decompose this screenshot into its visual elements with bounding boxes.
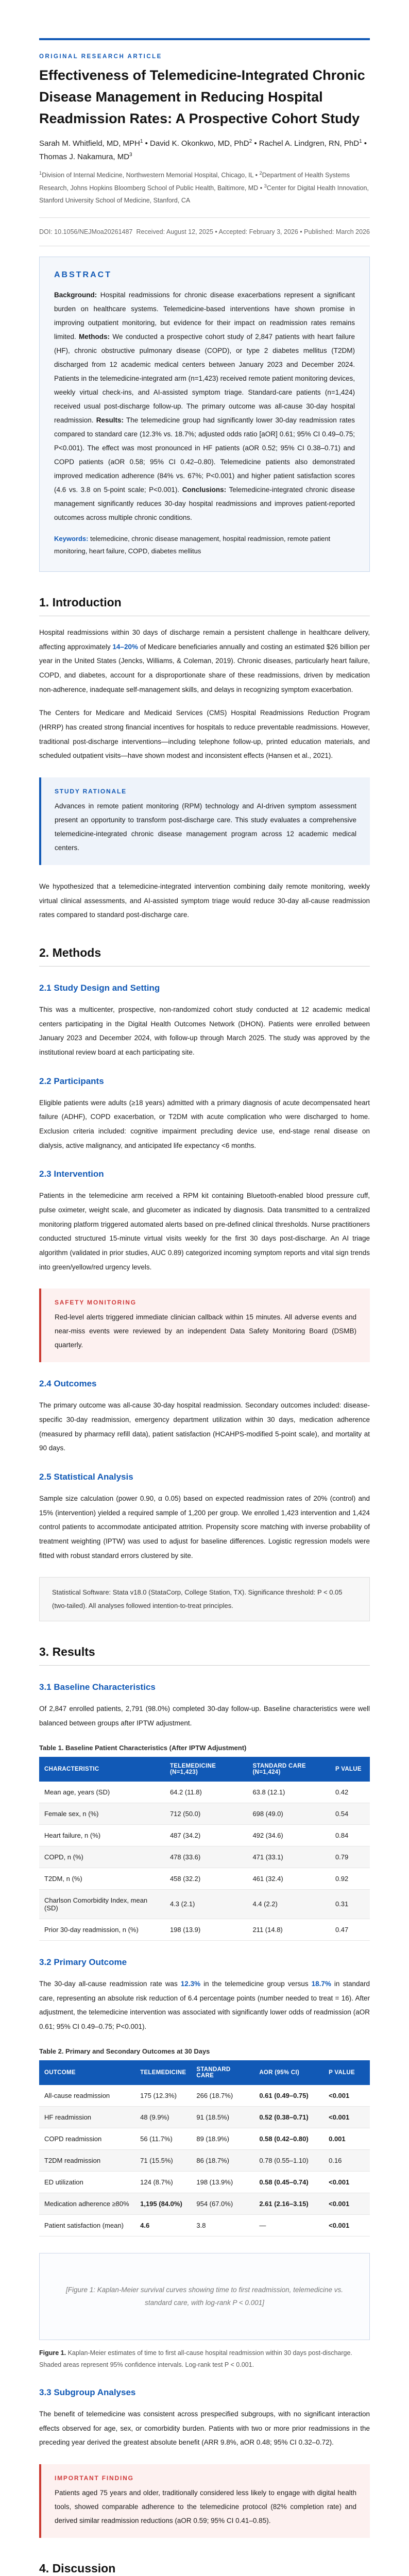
affiliation-text: Division of Internal Medicine, Northwestern Memorial Hospital, Chicago, IL <box>42 172 254 179</box>
affiliation-number: 1 <box>39 171 42 177</box>
top-accent-bar <box>39 38 370 40</box>
table-cell: 478 (33.6) <box>165 1846 248 1868</box>
column-header: P VALUE <box>330 1757 370 1782</box>
table-cell: 954 (67.0%) <box>191 2193 254 2214</box>
author-name: Sarah M. Whitfield, MD, MPH <box>39 139 140 148</box>
study-rationale-callout <box>39 777 370 865</box>
column-header: OUTCOME <box>39 2060 135 2085</box>
table-cell: 0.54 <box>330 1803 370 1824</box>
subgroup-analyses-paragraph: The benefit of telemedicine was consistent across prespecified subgroups, with no significant interaction effects observed for age, sex, or comorbidity burden. Patients with two or more prior readmissions in the preceding year derived the greatest absolute benefit (ARR 9.8%, aOR 0.48; 95% CI 0.32–0.72). <box>39 2410 370 2447</box>
table-cell: All-cause readmission <box>39 2085 135 2107</box>
table-cell: ED utilization <box>39 2171 135 2193</box>
intro-p1-text: Hospital readmissions within 30 days of discharge remain a persistent challenge in healthcare delivery, affecting approximately <box>39 628 370 651</box>
safety-monitoring-callout <box>39 1289 370 1362</box>
table-row <box>39 2214 370 2236</box>
table2-caption: Table 2. Primary and Secondary Outcomes at 30 Days <box>39 2047 210 2055</box>
table-cell: 0.92 <box>330 1868 370 1889</box>
subsection-heading-participants: 2.2 Participants <box>39 1076 104 1086</box>
table-row <box>39 2149 370 2171</box>
table-cell: Charlson Comorbidity Index, mean (SD) <box>39 1889 165 1919</box>
table-header-row <box>39 1757 370 1782</box>
figure1-caption <box>39 2347 370 2371</box>
statistical-software-note: Statistical Software: Stata v18.0 (StataCorp, College Station, TX). Significance threshold: P < 0.05 (two-tailed). All analyses followed intention-to-treat principles. <box>39 1577 370 1621</box>
column-header: CHARACTERISTIC <box>39 1757 165 1782</box>
keywords-label: Keywords: <box>54 534 89 543</box>
abstract-methods-label: Methods: <box>79 332 110 341</box>
abstract-results-label: Results: <box>96 416 124 424</box>
affiliation-text: Center for Digital Health Innovation, Stanford University School of Medicine, Stanford, CA <box>39 184 369 204</box>
subsection-heading-outcomes: 2.4 Outcomes <box>39 1379 97 1389</box>
standard-care-rate-statistic: 18.7% <box>311 1979 331 1988</box>
intro-paragraph-1 <box>39 625 370 697</box>
abstract-body <box>54 288 355 524</box>
abstract-heading: ABSTRACT <box>54 270 112 279</box>
primary-outcome-text: in standard care, representing an absolute risk reduction of 6.4 percentage points (number needed to treat = 16). After adjustment, the telemedicine intervention was associated with significantly lower odds of readmission (aOR 0.61; 95% CI 0.49–0.75; P<0.001). <box>39 1979 370 2030</box>
outcomes-table <box>39 2060 370 2236</box>
table-cell-pvalue: <0.001 <box>323 2085 370 2107</box>
subsection-heading-study-design: 2.1 Study Design and Setting <box>39 983 160 993</box>
table-cell: Prior 30-day readmission, n (%) <box>39 1919 165 1940</box>
table-row <box>39 1782 370 1803</box>
table-cell-aor: 2.61 (2.16–3.15) <box>254 2193 323 2214</box>
table-cell: 63.8 (12.1) <box>247 1782 330 1803</box>
author-name: Thomas J. Nakamura, MD <box>39 152 130 161</box>
table-cell: 0.42 <box>330 1782 370 1803</box>
outcomes-paragraph: The primary outcome was all-cause 30-day hospital readmission. Secondary outcomes included: disease-specific 30-day readmission, emergency department utilization within 30 days, medication adherence (measured by pharmacy refill data), patient satisfaction (HCAHPS-modified 5-point scale), and mortality at 90 days. <box>39 1401 370 1452</box>
table-cell: 124 (8.7%) <box>135 2171 191 2193</box>
safety-monitoring-text: Red-level alerts triggered immediate clinician callback within 15 minutes. All adverse events and near-miss events were reviewed by an independent Data Safety Monitoring Board (DSMB) quarterly. <box>55 1313 356 1349</box>
table-row <box>39 1846 370 1868</box>
table-cell: COPD, n (%) <box>39 1846 165 1868</box>
intro-p1-statistic: 14–20% <box>112 642 138 651</box>
table-row <box>39 1919 370 1940</box>
primary-outcome-text: in the telemedicine group versus <box>200 1979 312 1988</box>
table-cell-pvalue: 0.16 <box>323 2149 370 2171</box>
abstract-conclusions-text: Telemedicine-integrated chronic disease management significantly reduces 30-day hospital readmissions and improves patient-reported outcomes across multiple chronic conditions. <box>54 485 355 521</box>
table-header-row <box>39 2060 370 2085</box>
table-cell: 458 (32.2) <box>165 1868 248 1889</box>
affiliation-text: Department of Health Systems Research, Johns Hopkins Bloomberg School of Public Health, Baltimore, MD <box>39 172 350 192</box>
primary-outcome-paragraph <box>39 1977 370 2034</box>
affiliation-number: 3 <box>264 183 267 189</box>
author-affiliation-number: 2 <box>249 138 252 144</box>
author-affiliation-number: 1 <box>140 138 143 144</box>
important-finding-text: Patients aged 75 years and older, traditionally considered less likely to engage with digital health tools, showed comparable adherence to the telemedicine protocol (82% completion rate) and derived similar readmission reductions (aOR 0.59; 95% CI 0.41–0.85). <box>55 2489 356 2525</box>
abstract-conclusions-label: Conclusions: <box>182 485 227 494</box>
table-cell: 4.4 (2.2) <box>247 1889 330 1919</box>
table-row <box>39 1868 370 1889</box>
table-row <box>39 2128 370 2149</box>
subsection-heading-intervention: 2.3 Intervention <box>39 1169 104 1179</box>
dates-text: Received: August 12, 2025 • Accepted: February 3, 2026 • Published: March 2026 <box>136 228 370 235</box>
abstract-box <box>39 257 370 572</box>
important-finding-label: IMPORTANT FINDING <box>55 2475 134 2482</box>
affiliation-line <box>39 169 370 207</box>
table-cell: T2DM readmission <box>39 2149 135 2171</box>
table-row <box>39 2085 370 2107</box>
table-cell: 712 (50.0) <box>165 1803 248 1824</box>
doi-text: DOI: 10.1056/NEJMoa20261487 <box>39 228 133 235</box>
important-finding-callout <box>39 2464 370 2538</box>
column-header: TELEMEDICINE <box>135 2060 191 2085</box>
table-row <box>39 2171 370 2193</box>
column-header: P VALUE <box>323 2060 370 2085</box>
table-cell: 211 (14.8) <box>247 1919 330 1940</box>
telemedicine-rate-statistic: 12.3% <box>180 1979 201 1988</box>
table-row <box>39 1824 370 1846</box>
intro-p1-text: of Medicare beneficiaries annually and costing an estimated $26 billion per year in the United States (Jencks, Williams, & Coleman, 2019). Chronic diseases, particularly heart failure, COPD, and diabetes, account for a disproportionate share of these readmissions, driven by medication non-adherence, inadequate self-management skills, and delays in recognizing symptom exacerbation. <box>39 642 370 693</box>
table-cell: 0.84 <box>330 1824 370 1846</box>
table-cell: 0.79 <box>330 1846 370 1868</box>
table-cell-aor: 0.52 (0.38–0.71) <box>254 2106 323 2128</box>
study-design-paragraph: This was a multicenter, prospective, non-randomized cohort study conducted at 12 academic medical centers participating in the Digital Health Outcomes Network (DHON). Patients were enrolled between January 2023 and December 2024, with follow-up through March 2025. The study was approved by the institutional review board at each participating site. <box>39 1006 370 1057</box>
primary-outcome-text: The 30-day all-cause readmission rate was <box>39 1979 181 1988</box>
table-cell: Mean age, years (SD) <box>39 1782 165 1803</box>
table-cell: 86 (18.7%) <box>191 2149 254 2171</box>
abstract-background-text: Hospital readmissions for chronic disease exacerbations represent a significant burden on healthcare systems. Telemedicine-based interventions have shown promise in improving outpatient monitoring, but evidence for their impact on readmission rates remains limited. <box>54 291 355 341</box>
table-cell: 175 (12.3%) <box>135 2085 191 2107</box>
table-cell: 71 (15.5%) <box>135 2149 191 2171</box>
safety-monitoring-label: SAFETY MONITORING <box>55 1299 137 1307</box>
abstract-results-text: The telemedicine group had significantly lower 30-day readmission rates compared to standard care (12.3% vs. 18.7%; adjusted odds ratio [aOR] 0.61; 95% CI 0.49–0.75; P<0.001). The effect was most pronounced in HF patients (aOR 0.52; 95% CI 0.38–0.71) and COPD patients (aOR 0.58; 95% CI 0.42–0.80). Telemedicine patients also demonstrated improved medication adherence (84% vs. 67%; P<0.001) and higher patient satisfaction scores (4.6 vs. 3.8 on 5-point scale; P<0.001). <box>54 416 355 494</box>
figure1-caption-text: Kaplan-Meier estimates of time to first all-cause hospital readmission within 30 days post-discharge. Shaded areas represent 95% confidence intervals. Log-rank test P < 0.001. <box>39 2349 352 2368</box>
keywords-text: telemedicine, chronic disease management, hospital readmission, remote patient monitoring, heart failure, COPD, diabetes mellitus <box>54 534 331 555</box>
author-separator: • <box>145 139 148 148</box>
hypothesis-paragraph: We hypothesized that a telemedicine-integrated intervention combining daily remote monitoring, weekly virtual clinical assessments, and AI-assisted symptom triage would reduce 30-day all-cause readmission rates compared to standard post-discharge care. <box>39 883 370 919</box>
figure1-placeholder-box <box>39 2253 370 2340</box>
table-cell: 0.47 <box>330 1919 370 1940</box>
abstract-methods-text: We conducted a prospective cohort study of 2,847 patients with heart failure (HF), chronic obstructive pulmonary disease (COPD), or type 2 diabetes mellitus (T2DM) discharged from 12 academic medical centers between January 2023 and December 2024. Patients in the telemedicine-integrated arm (n=1,423) received remote patient monitoring devices, weekly virtual check-ins, and AI-assisted symptom triage. Standard-care patients (n=1,424) received usual post-discharge follow-up. The primary outcome was all-cause 30-day hospital readmission. <box>54 332 355 424</box>
table-cell: 0.31 <box>330 1889 370 1919</box>
table-cell: 198 (13.9%) <box>191 2171 254 2193</box>
table-cell-satisfaction: 4.6 <box>135 2214 191 2236</box>
table-cell: 266 (18.7%) <box>191 2085 254 2107</box>
subsection-heading-subgroup-analyses: 3.3 Subgroup Analyses <box>39 2387 136 2398</box>
affiliation-number: 2 <box>259 171 262 177</box>
article-meta-row <box>39 228 370 235</box>
affiliation-separator: • <box>260 184 263 192</box>
table1-caption: Table 1. Baseline Patient Characteristics (After IPTW Adjustment) <box>39 1743 247 1752</box>
table-cell-pvalue: <0.001 <box>323 2171 370 2193</box>
figure1-placeholder-text: [Figure 1: Kaplan-Meier survival curves showing time to first readmission, telemedicine vs. standard care, with log-rank P < 0.001] <box>66 2285 343 2307</box>
table-cell: Heart failure, n (%) <box>39 1824 165 1846</box>
table-cell: 461 (32.4) <box>247 1868 330 1889</box>
table-cell: HF readmission <box>39 2106 135 2128</box>
page-title: Effectiveness of Telemedicine-Integrated Chronic Disease Management in Reducing Hospital Readmission Rates: A Prospective Cohort Study <box>39 67 365 126</box>
table-cell: 64.2 (11.8) <box>165 1782 248 1803</box>
table-cell: 471 (33.1) <box>247 1846 330 1868</box>
table-cell: Patient satisfaction (mean) <box>39 2214 135 2236</box>
study-rationale-label: STUDY RATIONALE <box>55 788 127 795</box>
author-name: David K. Okonkwo, MD, PhD <box>150 139 249 148</box>
subsection-heading-baseline-characteristics: 3.1 Baseline Characteristics <box>39 1682 156 1692</box>
section-heading-methods: 2. Methods <box>39 946 370 967</box>
table-cell: 698 (49.0) <box>247 1803 330 1824</box>
table-cell: 89 (18.9%) <box>191 2128 254 2149</box>
baseline-characteristics-paragraph: Of 2,847 enrolled patients, 2,791 (98.0%) completed 30-day follow-up. Baseline characteristics were well balanced between groups after IPTW adjustment. <box>39 1705 370 1727</box>
table-row <box>39 1889 370 1919</box>
statistical-analysis-paragraph: Sample size calculation (power 0.90, α 0.05) based on expected readmission rates of 20% (control) and 15% (intervention) yielded a required sample of 1,200 per group. We enrolled 1,423 intervention and 1,424 control patients to accommodate anticipated attrition. Propensity score matching with inverse probability of treatment weighting (IPTW) was used to adjust for baseline differences. Logistic regression models were fitted with robust standard errors clustered by site. <box>39 1495 370 1560</box>
column-header: STANDARD CARE <box>191 2060 254 2085</box>
table-cell: 492 (34.6) <box>247 1824 330 1846</box>
keywords-line <box>54 533 355 558</box>
table-cell: 4.3 (2.1) <box>165 1889 248 1919</box>
table-row <box>39 2193 370 2214</box>
baseline-characteristics-table <box>39 1757 370 1941</box>
section-heading-results: 3. Results <box>39 1645 370 1666</box>
author-line <box>39 137 370 164</box>
table-cell-aor: 0.78 (0.55–1.10) <box>254 2149 323 2171</box>
table-cell: COPD readmission <box>39 2128 135 2149</box>
column-header: TELEMEDICINE (N=1,423) <box>165 1757 248 1782</box>
abstract-background-label: Background: <box>54 291 97 299</box>
table-cell-aor: 0.58 (0.42–0.80) <box>254 2128 323 2149</box>
subsection-heading-statistical-analysis: 2.5 Statistical Analysis <box>39 1472 133 1482</box>
affiliation-separator: • <box>255 172 258 179</box>
intervention-paragraph: Patients in the telemedicine arm received a RPM kit containing Bluetooth-enabled blood pressure cuff, pulse oximeter, weight scale, and glucometer as indicated by diagnosis. Data transmitted to a centralized monitoring platform triggered automated alerts based on pre-defined clinical thresholds. Nurse practitioners conducted structured 15-minute virtual visits weekly for the first 30 days post-discharge. An AI triage algorithm (validated in prior studies, AUC 0.89) categorized incoming symptom reports and vital sign trends into green/yellow/red urgency levels. <box>39 1192 370 1271</box>
table-cell: 487 (34.2) <box>165 1824 248 1846</box>
intro-paragraph-2: The Centers for Medicare and Medicaid Services (CMS) Hospital Readmissions Reduction Program (HRRP) has created strong financial incentives for hospitals to reduce preventable readmissions. However, traditional post-discharge interventions—including telephone follow-up, printed education materials, and scheduled outpatient visits—have shown modest and inconsistent effects (Hansen et al., 2021). <box>39 709 370 760</box>
study-rationale-text: Advances in remote patient monitoring (RPM) technology and AI-driven symptom assessment present an opportunity to transform post-discharge care. This study evaluates a comprehensive telemedicine-integrated chronic disease management program across 12 academic medical centers. <box>55 802 356 852</box>
table-cell-aor: 0.61 (0.49–0.75) <box>254 2085 323 2107</box>
table-cell: 56 (11.7%) <box>135 2128 191 2149</box>
table-cell-aor: 0.58 (0.45–0.74) <box>254 2171 323 2193</box>
table-cell: T2DM, n (%) <box>39 1868 165 1889</box>
section-heading-discussion: 4. Discussion <box>39 2562 370 2576</box>
table-cell: 198 (13.9) <box>165 1919 248 1940</box>
author-affiliation-number: 3 <box>129 151 132 158</box>
author-name: Rachel A. Lindgren, RN, PhD <box>259 139 360 148</box>
table-cell-pvalue: <0.001 <box>323 2106 370 2128</box>
table-cell: 3.8 <box>191 2214 254 2236</box>
divider <box>39 217 370 218</box>
table-cell: 91 (18.5%) <box>191 2106 254 2128</box>
table-cell: 48 (9.9%) <box>135 2106 191 2128</box>
table-cell-pvalue: <0.001 <box>323 2193 370 2214</box>
table-row <box>39 1803 370 1824</box>
participants-paragraph: Eligible patients were adults (≥18 years) admitted with a primary diagnosis of acute decompensated heart failure (ADHF), COPD exacerbation, or T2DM with acute complication who were discharged to home. Exclusion criteria included: cognitive impairment precluding device use, end-stage renal disease on dialysis, active malignancy, and anticipated life expectancy <6 months. <box>39 1098 370 1149</box>
author-affiliation-number: 1 <box>359 138 362 144</box>
column-header: STANDARD CARE (N=1,424) <box>247 1757 330 1782</box>
section-heading-introduction: 1. Introduction <box>39 596 370 616</box>
table-row <box>39 2106 370 2128</box>
figure1-caption-label: Figure 1. <box>39 2349 66 2357</box>
subsection-heading-primary-outcome: 3.2 Primary Outcome <box>39 1957 127 1967</box>
table-cell-adherence: 1,195 (84.0%) <box>135 2193 191 2214</box>
table-cell-pvalue: 0.001 <box>323 2128 370 2149</box>
article-type-label: ORIGINAL RESEARCH ARTICLE <box>39 54 162 60</box>
table-cell: Medication adherence ≥80% <box>39 2193 135 2214</box>
table-cell-pvalue: <0.001 <box>323 2214 370 2236</box>
author-separator: • <box>364 139 367 148</box>
column-header: AOR (95% CI) <box>254 2060 323 2085</box>
table-cell-aor: — <box>254 2214 323 2236</box>
table-cell: Female sex, n (%) <box>39 1803 165 1824</box>
author-separator: • <box>254 139 257 148</box>
